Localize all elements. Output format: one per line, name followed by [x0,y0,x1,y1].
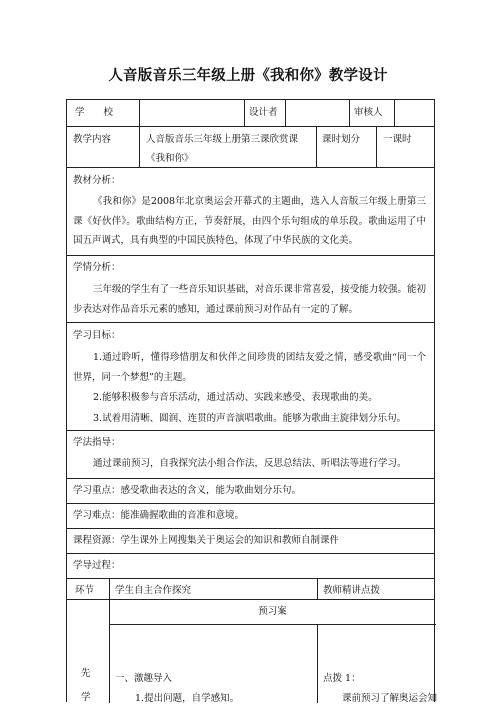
col-stage-header: 环节 [75,585,95,596]
method-text: 通过课前预习，自我探究法小组合作法，反思总结法、听唱法等进行学习。 [93,458,407,469]
teacher-line2: 课前预习了解奥运会知 [342,693,438,704]
key-point: 学习重点：感受歌曲表达的含义，能为歌曲划分乐句。 [73,485,302,496]
teacher-line1: 点拨 1： [323,673,361,684]
period-value: 一课时 [383,134,412,145]
content-value-line1: 人音版音乐三年级上册第三课欣赏课 [146,134,299,145]
document-title: 人音版音乐三年级上册《我和你》教学设计 [108,68,388,84]
resources: 课程资源：学生课外上网搜集关于奥运会的知识和教师自制课件 [73,535,340,546]
student-line2: 1.提出问题，自学感知。 [135,693,240,704]
objective-item: 3.试着用清晰、圆润、连贯的声音演唱歌曲。能够为歌曲主旋律划分乐句。 [93,413,407,424]
reviewer-label: 审核人 [354,107,383,118]
preview-label: 预习案 [258,606,287,617]
material-analysis-heading: 教材分析： [73,175,121,186]
objective-item: 1.通过聆听，懂得珍惜朋友和伙伴之间珍贵的团结友爱之情，感受歌曲“同一个世界，同一个梦想”的主题。 [73,352,426,383]
col-teacher-header: 教师精讲点拨 [323,585,381,596]
student-analysis-text: 三年级的学生有了一些音乐知识基础，对音乐课非常喜爱，接受能力较强。能初步表达对作品音乐元素的感知，通过课前预习对作品有一定的了解。 [73,284,426,315]
student-line1: 一、激趣导入 [115,673,173,684]
material-analysis-text: 《我和你》是2008年北京奥运会开幕式的主题曲，选入人音版三年级上册第三课《好伙伴》。歌曲结构方正，节奏舒展，由四个乐句组成的单乐段。歌曲运用了中国五声调式，具有典型的中国民族特色，体现了中华民族的文化美。 [73,196,426,246]
process-heading: 学导过程： [73,560,121,571]
designer-label: 设计者 [249,107,278,118]
period-label: 课时划分 [322,134,361,145]
difficulty: 学习难点：能准确握歌曲的音准和意境。 [73,510,245,521]
school-label: 学 校 [75,107,114,118]
stage-char: 学 [81,692,91,703]
objective-item: 2.能够积极参与音乐活动，通过活动、实践来感受、表现歌曲的美。 [93,392,378,403]
col-student-header: 学生自主合作探究 [115,585,192,596]
content-value-line2: 《我和你》 [146,153,194,164]
student-analysis-heading: 学情分析： [73,262,121,273]
content-label: 教学内容 [73,134,112,145]
stage-char: 先 [81,668,91,679]
lesson-plan-table [66,99,438,704]
objectives-heading: 学习目标： [73,330,121,341]
method-heading: 学法指导： [73,437,121,448]
